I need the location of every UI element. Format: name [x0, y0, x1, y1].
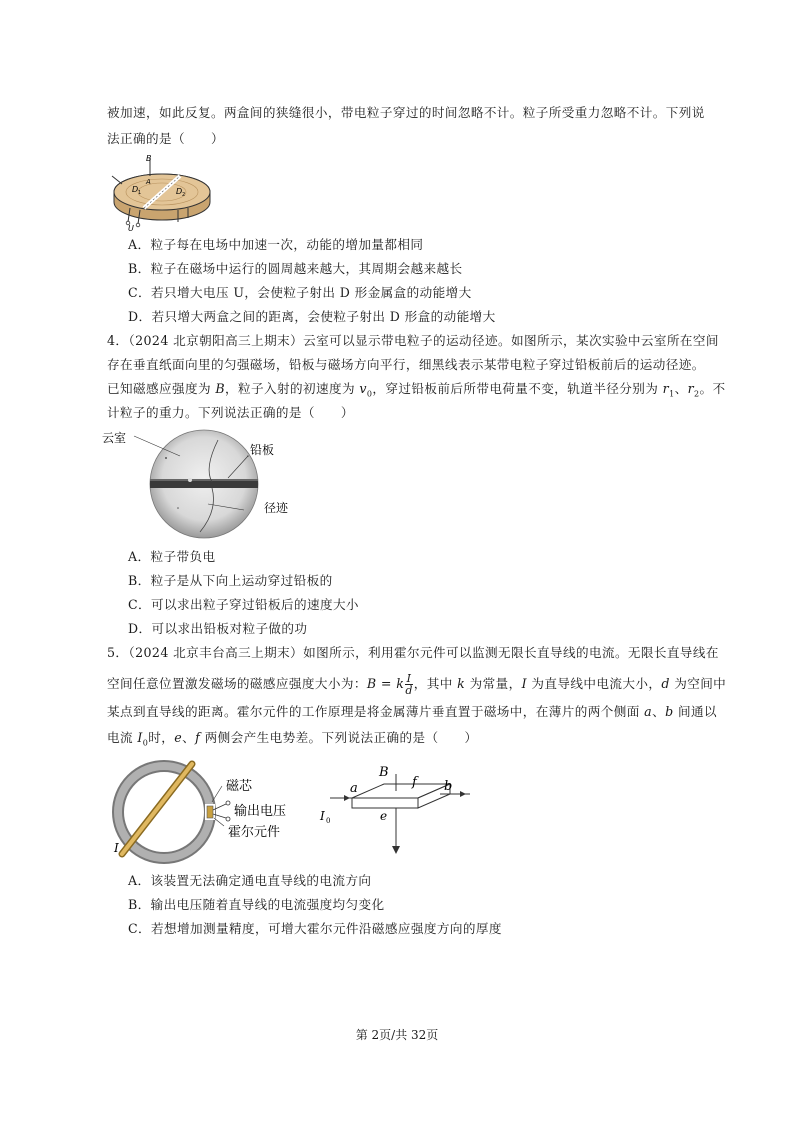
- cyclotron-label-d1-sub: 1: [138, 190, 142, 196]
- current-i-label: I: [114, 841, 119, 855]
- q4-text-line-3: 已知磁感应强度为 B，粒子入射的初速度为 $v_0$，穿过铅板前后所带电荷量不变，轨道半径分别为 $r_1$、$r_2$。不: [107, 381, 726, 399]
- hall-ring-figure: [108, 756, 318, 866]
- cyclotron-figure: [110, 152, 210, 232]
- q4-option-d: D．可以求出铅板对粒子做的功: [128, 621, 308, 636]
- q3-text-line-2: 法正确的是（ ）: [107, 131, 224, 146]
- plate-label-a: a: [350, 781, 358, 796]
- q4-option-a: A．粒子带负电: [128, 549, 216, 564]
- cyclotron-label-a: A: [146, 178, 151, 186]
- q3-option-d: D．若只增大两盒之间的距离，会使粒子射出 D 形盒的动能增大: [128, 309, 496, 324]
- cyclotron-label-b: B: [146, 154, 152, 163]
- q3-option-c: C．若只增大电压 U，会使粒子射出 D 形金属盒的动能增大: [128, 285, 472, 300]
- q3-option-a: A．粒子每在电场中加速一次，动能的增加量都相同: [128, 237, 424, 252]
- plate-label-i0: I: [320, 809, 325, 823]
- magnetic-core-label: 磁芯: [226, 779, 253, 794]
- lead-plate-label: 铅板: [250, 443, 275, 457]
- cyclotron-label-d1: D: [132, 185, 139, 194]
- q5-text-line-2: 空间任意位置激发磁场的磁感应强度大小为：B = k $\frac{I}{d}$ ，其中 k 为常量，I 为直导线中电流大小，d 为空间中: [107, 672, 727, 697]
- hall-element-label: 霍尔元件: [228, 825, 281, 840]
- q3-text-line-1: 被加速，如此反复。两盒间的狭缝很小，带电粒子穿过的时间忽略不计。粒子所受重力忽略不计。下列说: [107, 105, 705, 120]
- output-voltage-label: 输出电压: [234, 804, 287, 819]
- cloud-chamber-figure: [102, 428, 308, 538]
- cloud-chamber-label: 云室: [102, 431, 127, 445]
- q4-option-b: B．粒子是从下向上运动穿过铅板的: [128, 573, 333, 588]
- plate-label-f: f: [412, 775, 417, 790]
- cyclotron-label-u: U: [128, 224, 134, 233]
- q5-option-c: C．若想增加测量精度，可增大霍尔元件沿磁感应强度方向的厚度: [128, 921, 502, 936]
- plate-label-e: e: [380, 809, 388, 823]
- q4-text-line-2: 存在垂直纸面向里的匀强磁场，铅板与磁场方向平行，细黑线表示某带电粒子穿过铅板前后的运动径迹。: [107, 357, 705, 372]
- plate-label-i0-sub: 0: [326, 817, 331, 825]
- cyclotron-label-d2: D: [176, 187, 183, 196]
- q4-text-line-1: 4．（2024 北京朝阳高三上期末）云室可以显示带电粒子的运动径迹。如图所示，某次实验中云室所在空间: [107, 333, 719, 348]
- track-label: 径迹: [264, 501, 289, 515]
- q5-text-line-4: 电流 $I_0$时，e、f 两侧会产生电势差。下列说法正确的是（ ）: [107, 730, 478, 748]
- hall-plate-figure: [316, 762, 476, 858]
- q3-option-b: B．粒子在磁场中运行的圆周越来越大，其周期会越来越长: [128, 261, 463, 276]
- q5-text-line-1: 5．（2024 北京丰台高三上期末）如图所示，利用霍尔元件可以监测无限长直导线的电流。无限长直导线在: [107, 645, 719, 660]
- q5-option-b: B．输出电压随着直导线的电流强度均匀变化: [128, 897, 385, 912]
- plate-label-b: B: [379, 765, 389, 780]
- plate-label-bb: b: [444, 779, 453, 794]
- q5-text-line-3: 某点到直导线的距离。霍尔元件的工作原理是将金属薄片垂直置于磁场中，在薄片的两个侧面 a、b 间通以: [107, 704, 717, 719]
- q4-text-line-4: 计粒子的重力。下列说法正确的是（ ）: [107, 405, 354, 420]
- page-footer: 第 2页/共 32页: [355, 1028, 439, 1042]
- cyclotron-label-d2-sub: 2: [182, 192, 186, 198]
- formula-fraction: $\frac{I}{d}$: [405, 672, 413, 697]
- q4-option-c: C．可以求出粒子穿过铅板后的速度大小: [128, 597, 359, 612]
- q5-option-a: A．该装置无法确定通电直导线的电流方向: [128, 873, 372, 888]
